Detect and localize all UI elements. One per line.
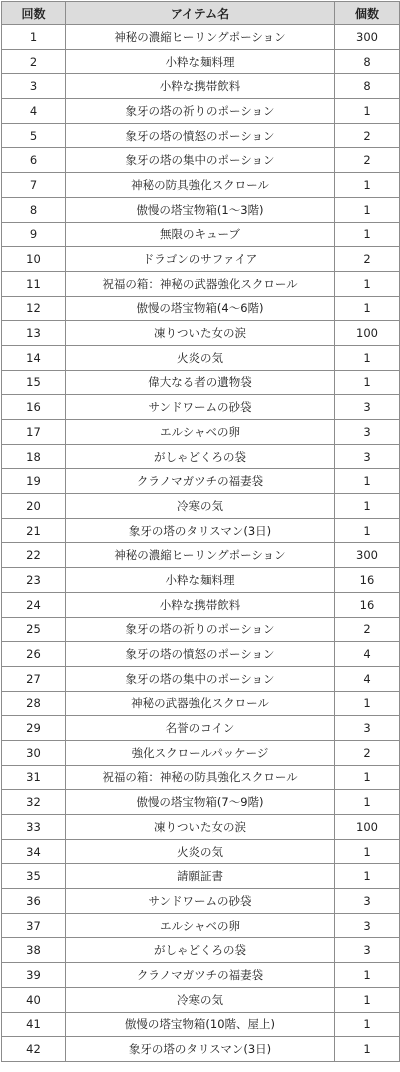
table-row [2, 815, 400, 840]
table-row [2, 148, 400, 173]
table-row [2, 642, 400, 667]
row-quantity-cell: 3 [335, 420, 400, 445]
table-row [2, 25, 400, 50]
table-row [2, 963, 400, 988]
row-item-name-cell: 無限のキューブ [66, 222, 335, 247]
table-row [2, 568, 400, 593]
table-row [2, 1012, 400, 1037]
row-count-cell: 42 [2, 1037, 66, 1062]
row-item-name-cell: がしゃどくろの袋 [66, 938, 335, 963]
row-quantity-cell: 1 [335, 1037, 400, 1062]
row-item-name-cell: サンドワームの砂袋 [66, 889, 335, 914]
row-quantity-cell: 3 [335, 395, 400, 420]
row-quantity-cell: 1 [335, 987, 400, 1012]
row-item-name-cell: ドラゴンのサファイア [66, 247, 335, 272]
row-count-cell: 35 [2, 864, 66, 889]
row-item-name-cell: 象牙の塔のタリスマン(3日) [66, 518, 335, 543]
row-quantity-cell: 1 [335, 963, 400, 988]
table-row [2, 444, 400, 469]
row-item-name-cell: 強化スクロールパッケージ [66, 740, 335, 765]
row-count-cell: 30 [2, 740, 66, 765]
row-quantity-cell: 1 [335, 790, 400, 815]
table-row [2, 938, 400, 963]
row-quantity-cell: 1 [335, 864, 400, 889]
row-quantity-cell: 1 [335, 469, 400, 494]
row-quantity-cell: 3 [335, 913, 400, 938]
table-row [2, 666, 400, 691]
row-item-name-cell: 祝福の箱：神秘の防具強化スクロール [66, 765, 335, 790]
row-count-cell: 6 [2, 148, 66, 173]
table-row [2, 617, 400, 642]
table-row [2, 99, 400, 124]
table-row [2, 395, 400, 420]
row-item-name-cell: 神秘の濃縮ヒーリングポーション [66, 25, 335, 50]
row-item-name-cell: 傲慢の塔宝物箱(10階、屋上) [66, 1012, 335, 1037]
header-row [2, 2, 400, 25]
row-count-cell: 25 [2, 617, 66, 642]
row-count-cell: 16 [2, 395, 66, 420]
row-item-name-cell: がしゃどくろの袋 [66, 444, 335, 469]
row-item-name-cell: 傲慢の塔宝物箱(7～9階) [66, 790, 335, 815]
row-count-cell: 23 [2, 568, 66, 593]
row-quantity-cell: 2 [335, 617, 400, 642]
row-quantity-cell: 1 [335, 370, 400, 395]
row-quantity-cell: 4 [335, 666, 400, 691]
row-quantity-cell: 1 [335, 197, 400, 222]
row-item-name-cell: 傲慢の塔宝物箱(1～3階) [66, 197, 335, 222]
row-quantity-cell: 300 [335, 25, 400, 50]
row-count-cell: 3 [2, 74, 66, 99]
row-quantity-cell: 1 [335, 765, 400, 790]
table-row [2, 247, 400, 272]
row-item-name-cell: 祝福の箱：神秘の武器強化スクロール [66, 271, 335, 296]
table-row [2, 839, 400, 864]
row-item-name-cell: エルシャベの卵 [66, 420, 335, 445]
row-quantity-cell: 2 [335, 740, 400, 765]
row-item-name-cell: 冷寒の気 [66, 494, 335, 519]
table-row [2, 716, 400, 741]
row-quantity-cell: 1 [335, 839, 400, 864]
row-count-cell: 14 [2, 345, 66, 370]
row-quantity-cell: 1 [335, 271, 400, 296]
table-row [2, 296, 400, 321]
row-item-name-cell: 象牙の塔の憤怒のポーション [66, 642, 335, 667]
row-item-name-cell: 火炎の気 [66, 345, 335, 370]
row-count-cell: 29 [2, 716, 66, 741]
row-quantity-cell: 1 [335, 222, 400, 247]
row-item-name-cell: 名誉のコイン [66, 716, 335, 741]
row-item-name-cell: 小粋な麺料理 [66, 568, 335, 593]
row-quantity-cell: 2 [335, 247, 400, 272]
row-count-cell: 8 [2, 197, 66, 222]
row-item-name-cell: 小粋な携帯飲料 [66, 74, 335, 99]
row-quantity-cell: 16 [335, 568, 400, 593]
table-row [2, 913, 400, 938]
row-count-cell: 12 [2, 296, 66, 321]
row-item-name-cell: 小粋な携帯飲料 [66, 592, 335, 617]
table-row [2, 345, 400, 370]
row-count-cell: 34 [2, 839, 66, 864]
row-quantity-cell: 4 [335, 642, 400, 667]
row-item-name-cell: 凍りついた女の涙 [66, 321, 335, 346]
table-row [2, 592, 400, 617]
row-quantity-cell: 1 [335, 345, 400, 370]
row-count-cell: 22 [2, 543, 66, 568]
header-count: 回数 [2, 2, 66, 25]
table-row [2, 518, 400, 543]
row-count-cell: 5 [2, 123, 66, 148]
row-quantity-cell: 3 [335, 889, 400, 914]
table-row [2, 889, 400, 914]
table-row [2, 765, 400, 790]
table-row [2, 740, 400, 765]
table-row [2, 197, 400, 222]
row-item-name-cell: エルシャベの卵 [66, 913, 335, 938]
table-row [2, 321, 400, 346]
row-count-cell: 9 [2, 222, 66, 247]
row-count-cell: 13 [2, 321, 66, 346]
row-count-cell: 7 [2, 173, 66, 198]
row-quantity-cell: 16 [335, 592, 400, 617]
row-quantity-cell: 8 [335, 74, 400, 99]
row-count-cell: 24 [2, 592, 66, 617]
row-item-name-cell: 神秘の濃縮ヒーリングポーション [66, 543, 335, 568]
row-quantity-cell: 1 [335, 691, 400, 716]
table-row [2, 370, 400, 395]
table-row [2, 420, 400, 445]
row-count-cell: 15 [2, 370, 66, 395]
row-quantity-cell: 300 [335, 543, 400, 568]
row-item-name-cell: 小粋な麺料理 [66, 49, 335, 74]
table-row [2, 691, 400, 716]
row-count-cell: 26 [2, 642, 66, 667]
row-count-cell: 41 [2, 1012, 66, 1037]
row-item-name-cell: 象牙の塔の憤怒のポーション [66, 123, 335, 148]
table-row [2, 987, 400, 1012]
row-count-cell: 28 [2, 691, 66, 716]
row-item-name-cell: 神秘の武器強化スクロール [66, 691, 335, 716]
row-item-name-cell: サンドワームの砂袋 [66, 395, 335, 420]
row-item-name-cell: 象牙の塔のタリスマン(3日) [66, 1037, 335, 1062]
row-item-name-cell: 象牙の塔の集中のポーション [66, 666, 335, 691]
row-item-name-cell: 神秘の防具強化スクロール [66, 173, 335, 198]
table-row [2, 543, 400, 568]
header-quantity: 個数 [335, 2, 400, 25]
row-item-name-cell: 象牙の塔の祈りのポーション [66, 99, 335, 124]
row-count-cell: 27 [2, 666, 66, 691]
row-count-cell: 18 [2, 444, 66, 469]
row-item-name-cell: 火炎の気 [66, 839, 335, 864]
row-count-cell: 10 [2, 247, 66, 272]
table-row [2, 74, 400, 99]
row-count-cell: 17 [2, 420, 66, 445]
row-count-cell: 36 [2, 889, 66, 914]
row-quantity-cell: 1 [335, 518, 400, 543]
row-quantity-cell: 2 [335, 123, 400, 148]
row-count-cell: 2 [2, 49, 66, 74]
row-quantity-cell: 1 [335, 99, 400, 124]
row-item-name-cell: 偉大なる者の遺物袋 [66, 370, 335, 395]
row-quantity-cell: 1 [335, 494, 400, 519]
table-header [2, 2, 400, 25]
row-quantity-cell: 1 [335, 296, 400, 321]
table-row [2, 1037, 400, 1062]
table-row [2, 864, 400, 889]
row-count-cell: 32 [2, 790, 66, 815]
row-quantity-cell: 100 [335, 321, 400, 346]
table-row [2, 494, 400, 519]
table-row [2, 49, 400, 74]
row-quantity-cell: 3 [335, 716, 400, 741]
row-quantity-cell: 1 [335, 1012, 400, 1037]
table-row [2, 271, 400, 296]
header-item-name: アイテム名 [66, 2, 335, 25]
row-item-name-cell: クラノマガツチの福妻袋 [66, 963, 335, 988]
table-row [2, 790, 400, 815]
row-quantity-cell: 2 [335, 148, 400, 173]
row-count-cell: 19 [2, 469, 66, 494]
row-quantity-cell: 3 [335, 938, 400, 963]
row-quantity-cell: 8 [335, 49, 400, 74]
row-count-cell: 37 [2, 913, 66, 938]
row-count-cell: 11 [2, 271, 66, 296]
table-row [2, 222, 400, 247]
row-item-name-cell: 冷寒の気 [66, 987, 335, 1012]
row-quantity-cell: 1 [335, 173, 400, 198]
row-item-name-cell: 凍りついた女の涙 [66, 815, 335, 840]
row-count-cell: 4 [2, 99, 66, 124]
row-count-cell: 20 [2, 494, 66, 519]
table-body [2, 25, 400, 1062]
row-count-cell: 33 [2, 815, 66, 840]
row-quantity-cell: 100 [335, 815, 400, 840]
row-count-cell: 40 [2, 987, 66, 1012]
table-row [2, 123, 400, 148]
row-item-name-cell: 象牙の塔の集中のポーション [66, 148, 335, 173]
row-item-name-cell: 請願証書 [66, 864, 335, 889]
item-table [1, 1, 400, 1062]
row-count-cell: 39 [2, 963, 66, 988]
row-count-cell: 38 [2, 938, 66, 963]
row-item-name-cell: クラノマガツチの福妻袋 [66, 469, 335, 494]
row-count-cell: 31 [2, 765, 66, 790]
row-count-cell: 21 [2, 518, 66, 543]
row-quantity-cell: 3 [335, 444, 400, 469]
table-row [2, 469, 400, 494]
row-item-name-cell: 傲慢の塔宝物箱(4～6階) [66, 296, 335, 321]
row-item-name-cell: 象牙の塔の祈りのポーション [66, 617, 335, 642]
row-count-cell: 1 [2, 25, 66, 50]
table-row [2, 173, 400, 198]
